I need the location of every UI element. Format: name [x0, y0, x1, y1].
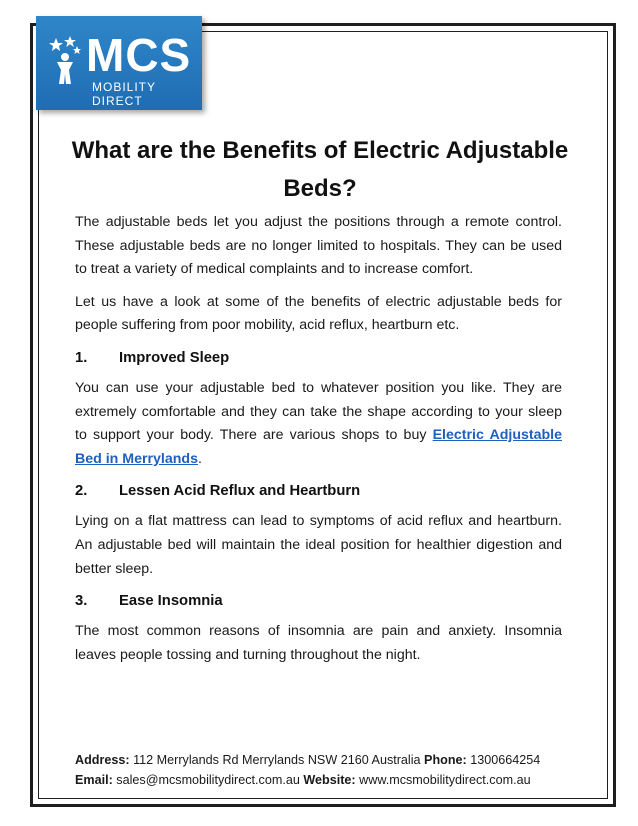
- section-paragraph-insomnia: The most common reasons of insomnia are pain and anxiety. Insomnia leaves people tossing and turning throughout the night.: [75, 623, 562, 663]
- website-label: Website:: [303, 772, 356, 787]
- contact-footer: [75, 751, 570, 790]
- lead-paragraph: Let us have a look at some of the benefits of electric adjustable beds for people suffering from poor mobility, acid reflux, heartburn etc.: [75, 293, 562, 334]
- stars-figure-icon: [48, 36, 82, 86]
- intro-paragraph: The adjustable beds let you adjust the positions through a remote control. These adjustable beds are no longer limited to hospitals. They can be used to treat a variety of medical complaints and to increase comfort.: [75, 214, 562, 278]
- electric-adjustable-bed-link[interactable]: Electric Adjustable Bed in Merrylands: [75, 427, 563, 467]
- section-heading-acid-reflux: [75, 480, 562, 502]
- section-heading-text: Ease Insomnia: [119, 593, 223, 610]
- section-heading-improved-sleep: [75, 347, 562, 369]
- section-number: 3.: [75, 593, 88, 610]
- logo-sub-text: MOBILITY DIRECT: [92, 80, 156, 108]
- footer-line-2: [75, 771, 570, 791]
- email-label: Email:: [75, 772, 113, 787]
- section-heading-insomnia: [75, 590, 562, 612]
- footer-line-1: [75, 751, 570, 771]
- section-body-text: You can use your adjustable bed to whatever position you like. They are extremely comfortable and they can take the shape according to your sleep to support your body. There are various shops to buy: [75, 379, 562, 444]
- email-value: sales@mcsmobilitydirect.com.au: [116, 772, 300, 787]
- section-number: 2.: [75, 483, 88, 500]
- section-heading-text: Improved Sleep: [119, 349, 230, 366]
- mcs-logo: [36, 16, 202, 110]
- address-label: Address:: [75, 753, 130, 767]
- section-paragraph-acid-reflux: Lying on a flat mattress can lead to symptoms of acid reflux and heartburn. An adjustable bed will maintain the ideal position for healthier digestion and better sleep.: [75, 513, 562, 577]
- logo-main-text: MCS: [86, 29, 192, 81]
- section-paragraph-improved-sleep: [75, 377, 562, 471]
- phone-value: 1300664254: [470, 753, 541, 767]
- section-body-end: .: [198, 450, 202, 467]
- section-number: 1.: [75, 349, 88, 366]
- section-heading-text: Lessen Acid Reflux and Heartburn: [119, 483, 361, 500]
- article-body: [75, 211, 562, 676]
- phone-label: Phone:: [424, 753, 467, 767]
- page-title: What are the Benefits of Electric Adjustable Beds?: [71, 137, 569, 202]
- address-value: 112 Merrylands Rd Merrylands NSW 2160 Australia: [133, 753, 421, 767]
- website-value: www.mcsmobilitydirect.com.au: [359, 772, 531, 787]
